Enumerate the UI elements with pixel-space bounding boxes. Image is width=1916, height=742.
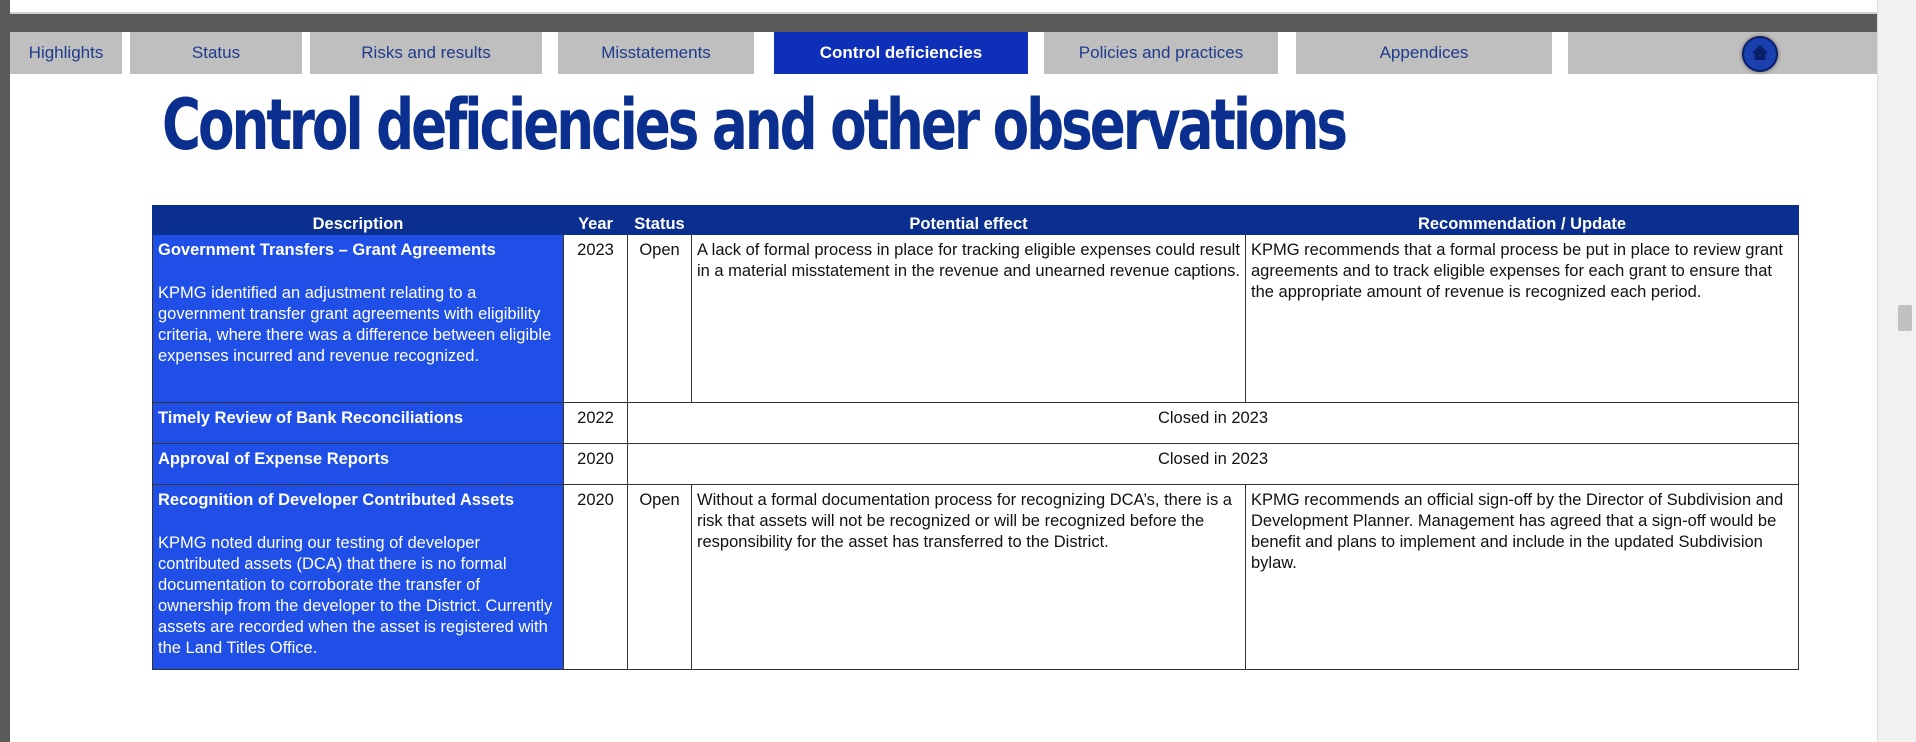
- section-nav: [10, 32, 1878, 74]
- column-header-status: Status: [628, 206, 692, 235]
- vertical-scrollbar[interactable]: [1877, 0, 1916, 742]
- row-status: Open: [628, 485, 692, 670]
- column-header-recommendation: Recommendation / Update: [1246, 206, 1799, 235]
- tab-separator: [754, 32, 774, 74]
- tab-separator: [1278, 32, 1296, 74]
- browser-top-bar: [10, 0, 1878, 14]
- row-title: Timely Review of Bank Reconciliations: [158, 409, 464, 427]
- tab-risks-and-results[interactable]: Risks and results: [310, 32, 542, 74]
- table-row: [153, 444, 1799, 485]
- observations-table: [152, 205, 1799, 670]
- table-row: [153, 485, 1799, 670]
- row-title: Approval of Expense Reports: [158, 450, 390, 468]
- scrollbar-thumb[interactable]: [1898, 305, 1912, 331]
- row-potential-effect: A lack of formal process in place for tracking eligible expenses could result in a material misstatement in the revenue and unearned revenue captions.: [692, 235, 1246, 403]
- row-year: 2023: [564, 235, 628, 403]
- tab-status[interactable]: Status: [130, 32, 302, 74]
- row-closed-status: Closed in 2023: [628, 444, 1799, 485]
- table-row: [153, 403, 1799, 444]
- page-title: Control deficiencies and other observations: [162, 84, 1346, 166]
- column-header-potential-effect: Potential effect: [692, 206, 1246, 235]
- row-title: Government Transfers – Grant Agreements: [158, 241, 496, 259]
- row-potential-effect: Without a formal documentation process for recognizing DCA’s, there is a risk that assets will not be recognized or will be recognized before the responsibility for the asset has transferred to the District.: [692, 485, 1246, 670]
- row-recommendation: KPMG recommends that a formal process be put in place to review grant agreements and to track eligible expenses for each grant to ensure that the appropriate amount of revenue is recognized each period.: [1246, 235, 1799, 403]
- row-details: KPMG identified an adjustment relating to a government transfer grant agreements with eligibility criteria, where there was a difference between eligible expenses incurred and revenue recognized.: [158, 284, 552, 365]
- table-header-row: [153, 206, 1799, 235]
- row-year: 2022: [564, 403, 628, 444]
- report-page: [10, 32, 1878, 742]
- tab-control-deficiencies[interactable]: Control deficiencies: [774, 32, 1028, 74]
- row-description: [153, 403, 564, 444]
- row-year: 2020: [564, 485, 628, 670]
- row-details: KPMG noted during our testing of developer contributed assets (DCA) that there is no formal documentation to corroborate the transfer of ownership from the developer to the District. Currently assets are recorded when the asset is registered with the Land Titles Office.: [158, 534, 553, 657]
- row-title: Recognition of Developer Contributed Assets: [158, 491, 515, 509]
- row-year: 2020: [564, 444, 628, 485]
- tab-home[interactable]: [1568, 32, 1878, 74]
- row-description: [153, 444, 564, 485]
- row-description: [153, 235, 564, 403]
- tab-separator: [1552, 32, 1568, 74]
- tab-separator: [302, 32, 310, 74]
- row-description: [153, 485, 564, 670]
- tab-separator: [122, 32, 130, 74]
- tab-highlights[interactable]: Highlights: [10, 32, 122, 74]
- tab-separator: [1028, 32, 1044, 74]
- column-header-description: Description: [153, 206, 564, 235]
- table-row: [153, 235, 1799, 403]
- tab-policies-and-practices[interactable]: Policies and practices: [1044, 32, 1278, 74]
- row-recommendation: KPMG recommends an official sign-off by the Director of Subdivision and Development Planner. Management has agreed that a sign-off would be benefit and plans to implement and include in the updated Subdivision bylaw.: [1246, 485, 1799, 670]
- tab-separator: [542, 32, 558, 74]
- tab-appendices[interactable]: Appendices: [1296, 32, 1552, 74]
- tab-misstatements[interactable]: Misstatements: [558, 32, 754, 74]
- column-header-year: Year: [564, 206, 628, 235]
- row-status: Open: [628, 235, 692, 403]
- home-icon[interactable]: [1742, 36, 1778, 72]
- row-closed-status: Closed in 2023: [628, 403, 1799, 444]
